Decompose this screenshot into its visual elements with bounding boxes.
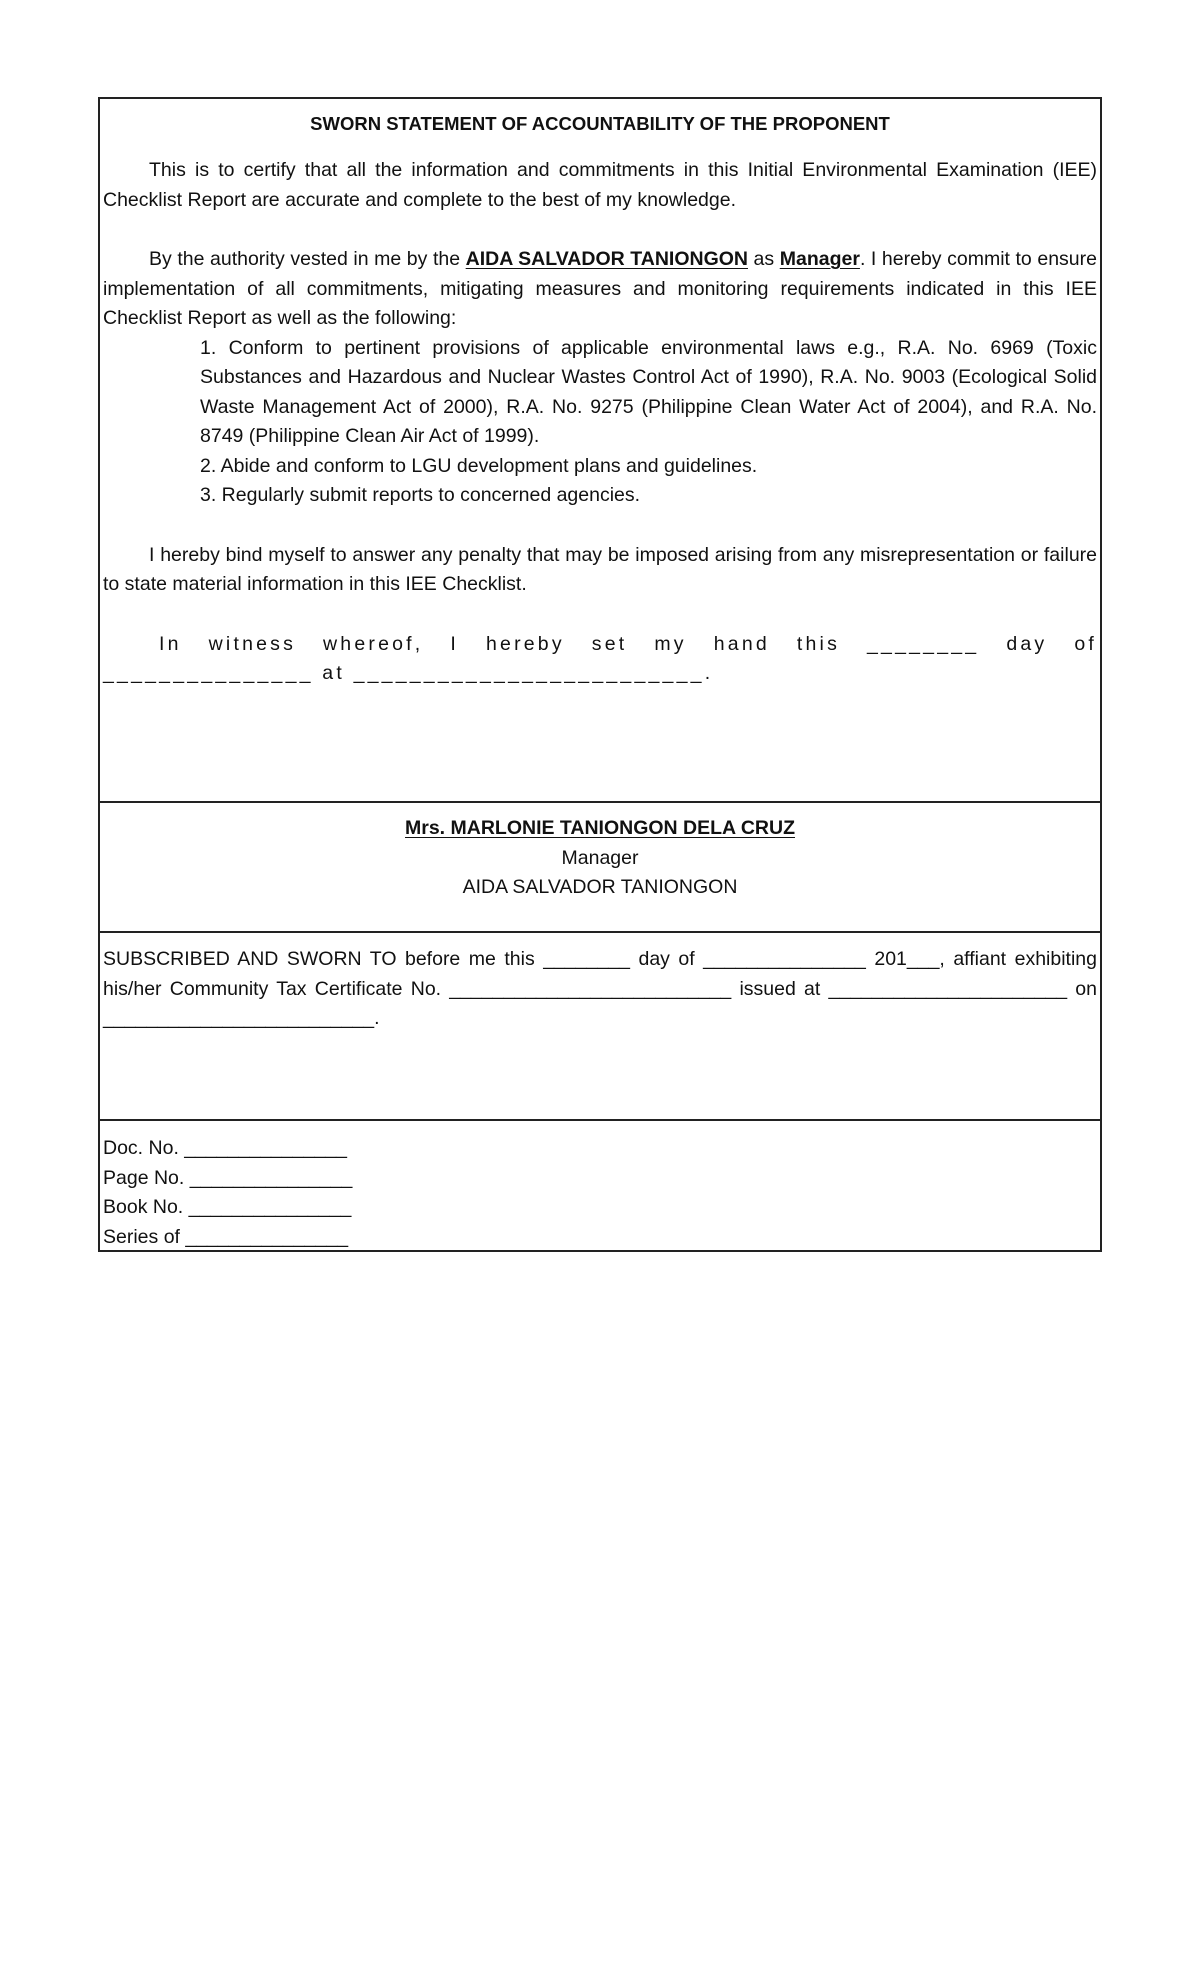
commitment-item: 3. Regularly submit reports to concerned agencies.	[200, 484, 641, 506]
notary-doc-no: Doc. No. _______________	[103, 1137, 347, 1159]
certification-paragraph: This is to certify that all the information and commitments in this Initial Environmental Examination (IEE) Checklist Report are accurate and complete to the best of my knowledge.	[103, 159, 1097, 211]
authority-text-as: as	[747, 248, 780, 270]
commitment-item: 2. Abide and conform to LGU development plans and guidelines.	[200, 454, 758, 477]
statement-section	[100, 99, 1100, 803]
notary-section	[100, 1121, 1100, 1250]
signatory-company: AIDA SALVADOR TANIONGON	[462, 876, 738, 898]
commitment-item: 1. Conform to pertinent provisions of applicable environmental laws e.g., R.A. No. 6969 (Toxic Substances and Hazardous and Nuclear Wastes Control Act of 1990), R.A. No. 9003 (Ecological Solid Waste Management Act of 2000), R.A. No. 9275 (Philippine Clean Water Act of 2004), and R.A. No. 8749 (Philippine Clean Air Act of 1999).	[200, 336, 1097, 447]
notary-page-no: Page No. _______________	[103, 1166, 353, 1189]
penalty-paragraph: I hereby bind myself to answer any penalty that may be imposed arising from any misrepresentation or failure to state material information in this IEE Checklist.	[103, 543, 1097, 595]
notary-book-no: Book No. _______________	[103, 1196, 352, 1218]
authority-text-post: . I hereby commit to ensure implementation of all commitments, mitigating measures and monitoring requirements indicated in this IEE Checklist Report as well as the following:	[103, 248, 1097, 329]
subscribed-paragraph: SUBSCRIBED AND SWORN TO before me this ________ day of _______________ 201___, affiant exhibiting his/her Community Tax Certificate No. __________________________ issued at ______________________ on _________________________.	[103, 948, 1097, 1029]
signatory-name: Mrs. MARLONIE TANIONGON DELA CRUZ	[405, 817, 795, 839]
commitments-list	[103, 334, 1097, 511]
document-title: SWORN STATEMENT OF ACCOUNTABILITY OF THE PROPONENT	[310, 113, 890, 134]
signatory-section	[100, 803, 1100, 933]
proponent-position: Manager	[779, 248, 860, 270]
subscription-section	[100, 933, 1100, 1121]
authority-text-pre: By the authority vested in me by the	[149, 248, 466, 270]
authority-paragraph	[103, 245, 1097, 334]
sworn-statement-form	[98, 97, 1102, 1252]
notary-series: Series of _______________	[103, 1225, 349, 1248]
witness-paragraph: In witness whereof, I hereby set my hand this ________ day of _______________ at _________________________.	[103, 632, 1097, 684]
signatory-position: Manager	[561, 846, 639, 869]
signatory-name-line	[103, 803, 1097, 844]
proponent-company: AIDA SALVADOR TANIONGON	[465, 248, 748, 270]
